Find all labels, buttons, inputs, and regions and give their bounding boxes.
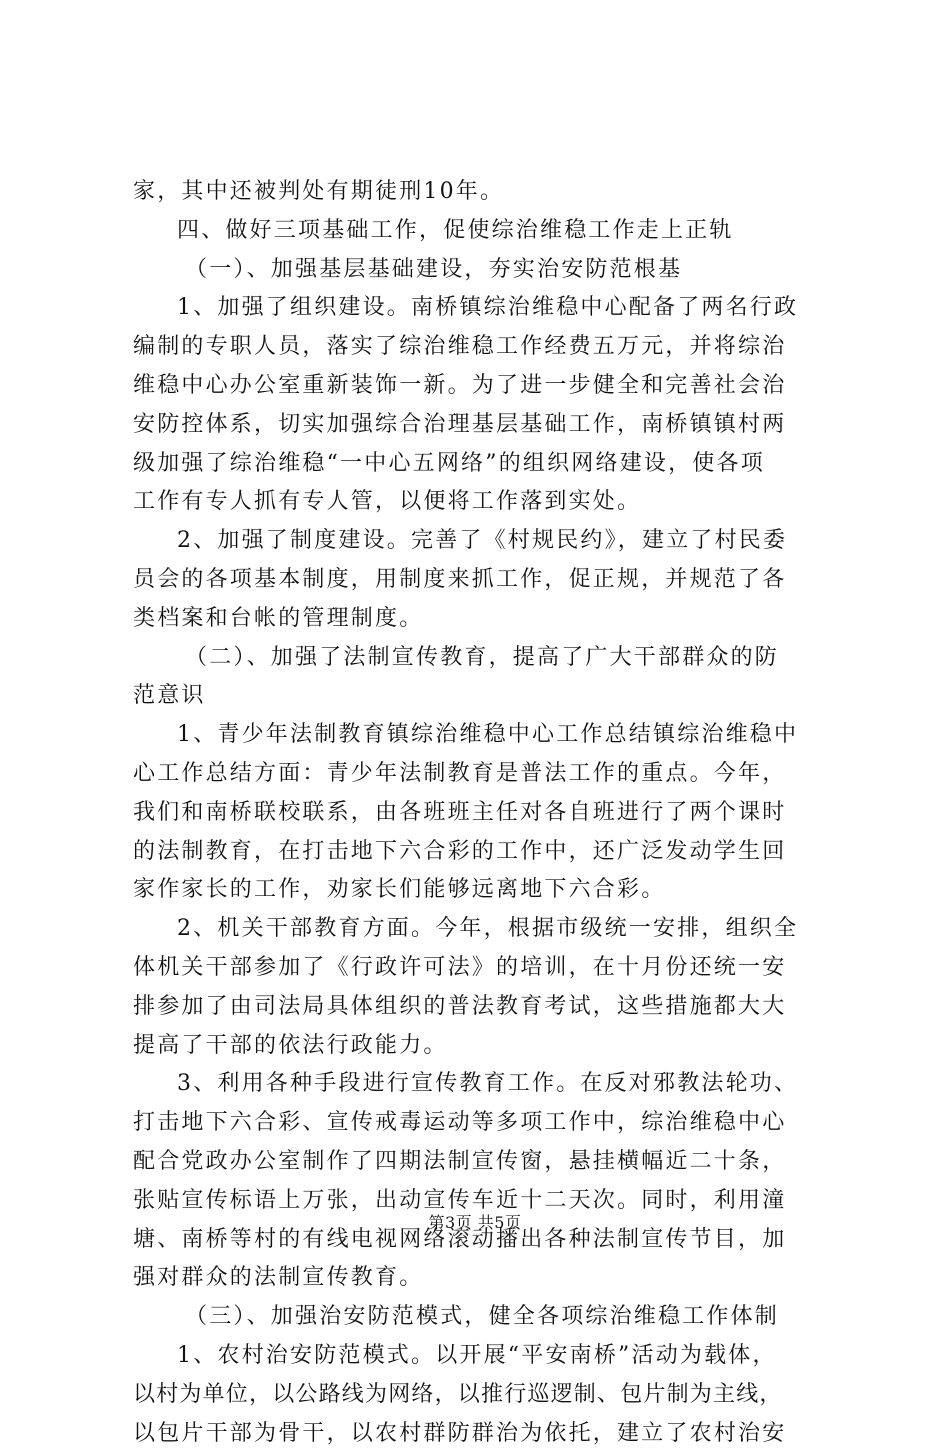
text-line: 维稳中心办公室重新装饰一新。为了进一步健全和完善社会治: [133, 367, 833, 406]
text-line: 排参加了由司法局具体组织的普法教育考试，这些措施都大大: [133, 988, 833, 1027]
text-line: 以村为单位，以公路线为网络，以推行巡逻制、包片制为主线，: [133, 1376, 833, 1415]
text-line: 配合党政办公室制作了四期法制宣传窗，悬挂横幅近二十条，: [133, 1143, 833, 1182]
text-line: 3、利用各种手段进行宣传教育工作。在反对邪教法轮功、: [133, 1065, 833, 1104]
text-line: 心工作总结方面：青少年法制教育是普法工作的重点。今年，: [133, 755, 833, 794]
text-line: 提高了干部的依法行政能力。: [133, 1027, 833, 1066]
page-footer: 第3页 共5页: [0, 1210, 950, 1233]
text-line: 工作有专人抓有专人管，以便将工作落到实处。: [133, 483, 833, 522]
text-line: 编制的专职人员，落实了综治维稳工作经费五万元，并将综治: [133, 328, 833, 367]
text-line: （三）、加强治安防范模式，健全各项综治维稳工作体制: [133, 1298, 833, 1337]
text-line: 家，其中还被判处有期徒刑10年。: [133, 173, 833, 212]
text-line: 2、机关干部教育方面。今年，根据市级统一安排，组织全: [133, 910, 833, 949]
text-line: 类档案和台帐的管理制度。: [133, 600, 833, 639]
text-line: 1、农村治安防范模式。以开展“平安南桥”活动为载体，: [133, 1337, 833, 1376]
text-line: 四、做好三项基础工作，促使综治维稳工作走上正轨: [133, 212, 833, 251]
text-line: 安防控体系，切实加强综合治理基层基础工作，南桥镇镇村两: [133, 406, 833, 445]
text-line: 员会的各项基本制度，用制度来抓工作，促正规，并规范了各: [133, 561, 833, 600]
text-line: 1、加强了组织建设。南桥镇综治维稳中心配备了两名行政: [133, 289, 833, 328]
text-line: 强对群众的法制宣传教育。: [133, 1259, 833, 1298]
text-line: 打击地下六合彩、宣传戒毒运动等多项工作中，综治维稳中心: [133, 1104, 833, 1143]
text-line: 2、加强了制度建设。完善了《村规民约》，建立了村民委: [133, 522, 833, 561]
text-line: （二）、加强了法制宣传教育，提高了广大干部群众的防: [133, 639, 833, 678]
text-line: 范意识: [133, 677, 833, 716]
text-line: 1、青少年法制教育镇综治维稳中心工作总结镇综治维稳中: [133, 716, 833, 755]
text-line: 体机关干部参加了《行政许可法》的培训，在十月份还统一安: [133, 949, 833, 988]
text-line: 张贴宣传标语上万张，出动宣传车近十二天次。同时，利用潼: [133, 1182, 833, 1221]
text-line: 我们和南桥联校联系，由各班班主任对各自班进行了两个课时: [133, 794, 833, 833]
text-line: 塘、南桥等村的有线电视网络滚动播出各种法制宣传节目，加: [133, 1221, 833, 1260]
document-body: [133, 173, 833, 1453]
text-line: 以包片干部为骨干，以农村群防群治为依托，建立了农村治安: [133, 1415, 833, 1453]
text-line: 的法制教育，在打击地下六合彩的工作中，还广泛发动学生回: [133, 833, 833, 872]
text-line: 家作家长的工作，劝家长们能够远离地下六合彩。: [133, 871, 833, 910]
text-line: 级加强了综治维稳“一中心五网络”的组织网络建设，使各项: [133, 445, 833, 484]
text-line: （一）、加强基层基础建设，夯实治安防范根基: [133, 251, 833, 290]
